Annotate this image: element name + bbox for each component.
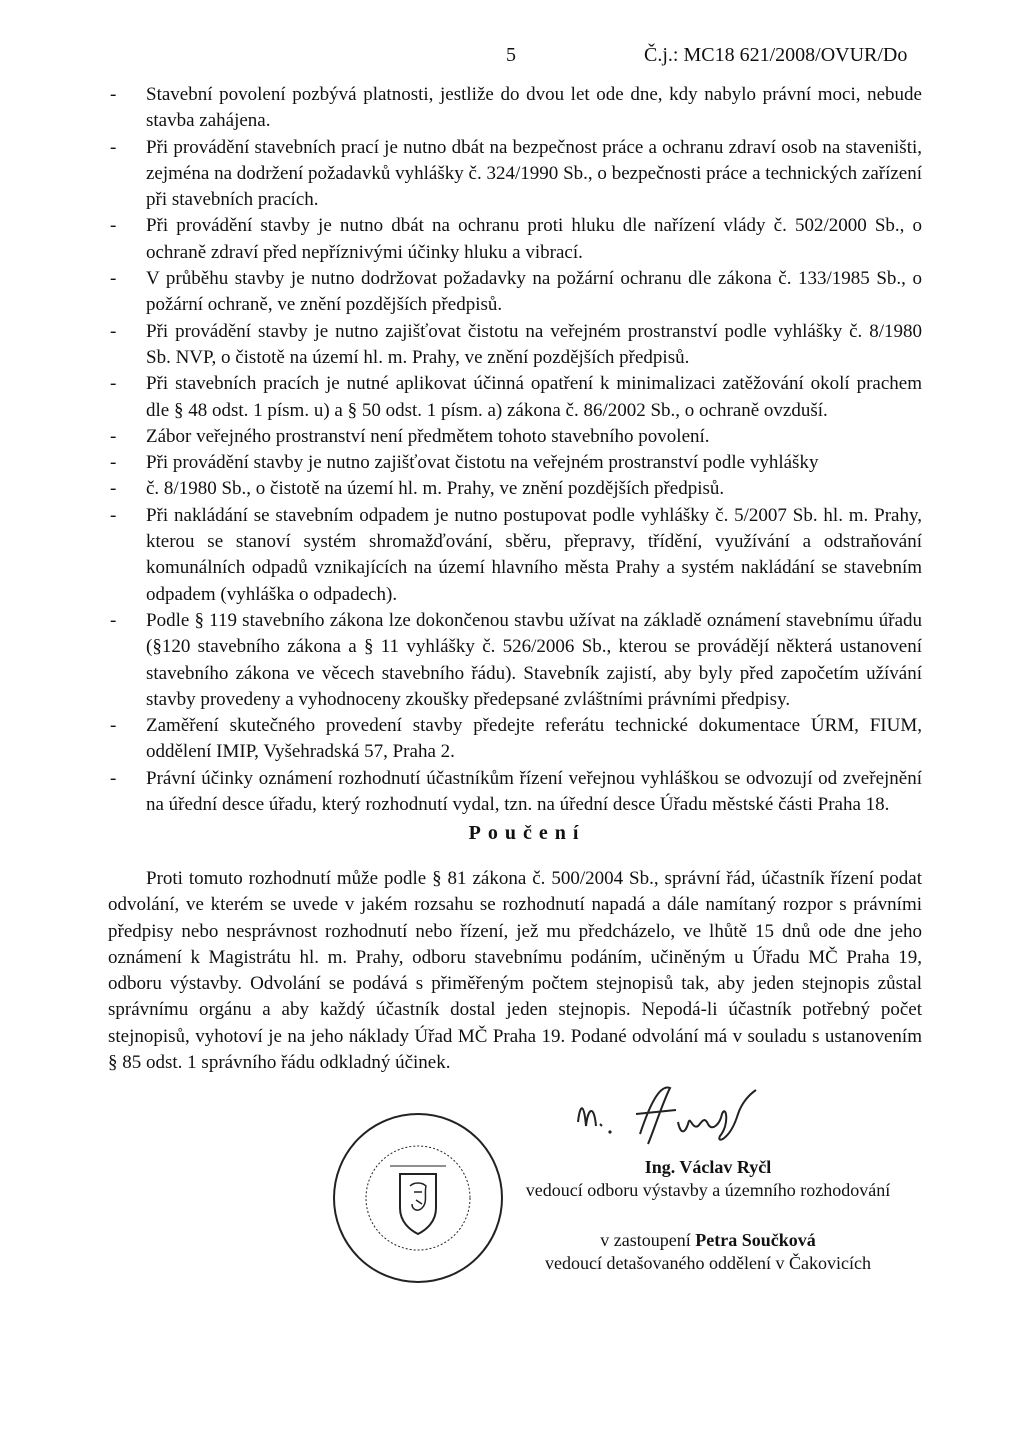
notice-paragraph: Proti tomuto rozhodnutí může podle § 81 zákona č. 500/2004 Sb., správní řád, účastník řízení podat odvolání, ve kterém se uvede v jakém rozsahu se rozhodnutí napadá a dále namítaný rozpor s právními předpisy nebo nesprávnost rozhodnutí nebo řízení, jež mu předcházelo, ve lhůtě 15 dnů ode dne jeho oznámení k Magistrátu hl. m. Prahy, odboru stavebnímu podáním, učiněným u Úřadu MČ Praha 19, odboru výstavby. Odvolání se podává s přiměřeným počtem stejnopisů tak, aby jeden stejnopis zůstal správnímu orgánu a aby každý účastník dostal jeden stejnopis. Nepodá-li účastník potřebný počet stejnopisů, vyhotoví je na jeho náklady Úřad MČ Praha 19. Podané odvolání má v souladu s ustanovením § 85 odst. 1 správního řádu odkladný účinek. (108, 868, 922, 1074)
official-name: Ing. Václav Ryčl (644, 1157, 772, 1177)
reference-number: Č.j.: MC18 621/2008/OVUR/Do (644, 44, 908, 66)
list-item: - Právní účinky oznámení rozhodnutí účastníkům řízení veřejnou vyhláškou se odvozují od zveřejnění na úřední desce úřadu, který rozhodnutí vydal, tzn. na úřední desce Úřadu městské části Praha 18. (110, 767, 922, 816)
list-item-text: Podle § 119 stavebního zákona lze dokončenou stavbu užívat na základě oznámení stavebnímu úřadu (§120 stavebního zákona a § 11 vyhlášky č. 526/2006 Sb., kterou se provádějí některá ustanovení stavebního zákona ve věcech stavebního řádu). Stavebník zajistí, aby byly před započetím užívání stavby provedeny a vyhodnoceny zkoušky předepsané zvláštními právními předpisy. (146, 609, 922, 710)
list-item-text: Stavební povolení pozbývá platnosti, jestliže do dvou let ode dne, kdy nabylo právní moci, nebude stavba zahájena. (146, 84, 922, 132)
list-item: - Při provádění stavebních prací je nutno dbát na bezpečnost práce a ochranu zdraví osob na staveništi, zejména na dodržení požadavků vyhlášky č. 324/1990 Sb., o bezpečnosti práce a technických zařízení při stavebních pracích. (110, 136, 922, 211)
page-number: 5 (506, 44, 516, 66)
deputy-line (488, 1229, 928, 1252)
list-item-text: č. 8/1980 Sb., o čistotě na území hl. m. Prahy, ve znění pozdějších předpisů. (146, 478, 725, 500)
list-item: - č. 8/1980 Sb., o čistotě na území hl. m. Prahy, ve znění pozdějších předpisů. (110, 478, 725, 500)
handwritten-signature (570, 1074, 820, 1154)
list-item: - Při stavebních pracích je nutné aplikovat účinná opatření k minimalizaci zatěžování okolí prachem dle § 48 odst. 1 písm. u) a § 50 odst. 1 písm. a) zákona č. 86/2002 Sb., o ochraně ovzduší. (110, 373, 922, 421)
official-stamp (328, 1108, 508, 1288)
deputy-name: Petra Součková (695, 1230, 816, 1250)
list-item-text: V průběhu stavby je nutno dodržovat požadavky na požární ochranu dle zákona č. 133/1985 Sb., o požární ochraně, ve znění pozdějších předpisů. (146, 268, 922, 316)
list-item-text: Při nakládání se stavebním odpadem je nutno postupovat podle vyhlášky č. 5/2007 Sb. hl. m. Prahy, kterou se stanoví systém shromažďování, sběru, přepravy, třídění, využívání a odstraňování komunálních odpadů vznikajících na území hlavního města Prahy a systém nakládání se stavebním odpadem (vyhláška o odpadech). (146, 504, 922, 605)
list-item-text: Při provádění stavby je nutno zajišťovat čistotu na veřejném prostranství podle vyhlášky (146, 452, 819, 474)
list-item: - Při provádění stavby je nutno dbát na ochranu proti hluku dle nařízení vlády č. 502/2000 Sb., o ochraně zdraví před nepříznivými účinky hluku a vibrací. (110, 215, 922, 263)
list-item: - Zaměření skutečného provedení stavby předejte referátu technické dokumentace ÚRM, FIUM, oddělení IMIP, Vyšehradská 57, Praha 2. (110, 715, 922, 763)
conditions-list (108, 82, 922, 818)
list-item-text: Zaměření skutečného provedení stavby předejte referátu technické dokumentace ÚRM, FIUM, oddělení IMIP, Vyšehradská 57, Praha 2. (146, 715, 922, 763)
list-item: - Podle § 119 stavebního zákona lze dokončenou stavbu užívat na základě oznámení stavebnímu úřadu (§120 stavebního zákona a § 11 vyhlášky č. 526/2006 Sb., kterou se provádějí některá ustanovení stavebního zákona ve věcech stavebního řádu). Stavebník zajistí, aby byly před započetím užívání stavby provedeny a vyhodnoceny zkoušky předepsané zvláštními právními předpisy. (110, 609, 922, 710)
official-role: vedoucí odboru výstavby a územního rozhodování (525, 1180, 891, 1200)
list-item: - Při provádění stavby je nutno zajišťovat čistotu na veřejném prostranství podle vyhlášky (110, 452, 819, 474)
list-item: - Stavební povolení pozbývá platnosti, jestliže do dvou let ode dne, kdy nabylo právní moci, nebude stavba zahájena. (110, 84, 922, 132)
list-item: - Při provádění stavby je nutno zajišťovat čistotu na veřejném prostranství podle vyhlášky č. 8/1980 Sb. NVP, o čistotě na území hl. m. Prahy, ve znění pozdějších předpisů. (110, 320, 922, 368)
list-item-text: Při stavebních pracích je nutné aplikovat účinná opatření k minimalizaci zatěžování okolí prachem dle § 48 odst. 1 písm. u) a § 50 odst. 1 písm. a) zákona č. 86/2002 Sb., o ochraně ovzduší. (146, 373, 922, 421)
notice-heading: Poučení (468, 822, 586, 844)
list-item: - V průběhu stavby je nutno dodržovat požadavky na požární ochranu dle zákona č. 133/1985 Sb., o požární ochraně, ve znění pozdějších předpisů. (110, 268, 922, 316)
list-item-text: Při provádění stavby je nutno zajišťovat čistotu na veřejném prostranství podle vyhlášky č. 8/1980 Sb. NVP, o čistotě na území hl. m. Prahy, ve znění pozdějších předpisů. (146, 320, 922, 368)
list-item: - Při nakládání se stavebním odpadem je nutno postupovat podle vyhlášky č. 5/2007 Sb. hl. m. Prahy, kterou se stanoví systém shromažďování, sběru, přepravy, třídění, využívání a odstraňování komunálních odpadů vznikajících na území hlavního města Prahy a systém nakládání se stavebním odpadem (vyhláška o odpadech). (110, 504, 922, 605)
list-item: - Zábor veřejného prostranství není předmětem tohoto stavebního povolení. (110, 425, 710, 447)
signature-block (488, 1156, 928, 1275)
list-item-text: Zábor veřejného prostranství není předmětem tohoto stavebního povolení. (146, 425, 710, 447)
list-item-text: Právní účinky oznámení rozhodnutí účastníkům řízení veřejnou vyhláškou se odvozují od zveřejnění na úřední desce úřadu, který rozhodnutí vydal, tzn. na úřední desce Úřadu městské části Praha 18. (146, 767, 922, 816)
deputy-role: vedoucí detašovaného oddělení v Čakovicích (545, 1253, 871, 1273)
list-item-text: Při provádění stavby je nutno dbát na ochranu proti hluku dle nařízení vlády č. 502/2000 Sb., o ochraně zdraví před nepříznivými účinky hluku a vibrací. (146, 215, 922, 263)
list-item-text: Při provádění stavebních prací je nutno dbát na bezpečnost práce a ochranu zdraví osob na staveništi, zejména na dodržení požadavků vyhlášky č. 324/1990 Sb., o bezpečnosti práce a technických zařízení při stavebních pracích. (146, 136, 922, 211)
deputy-prefix: v zastoupení (600, 1230, 691, 1250)
